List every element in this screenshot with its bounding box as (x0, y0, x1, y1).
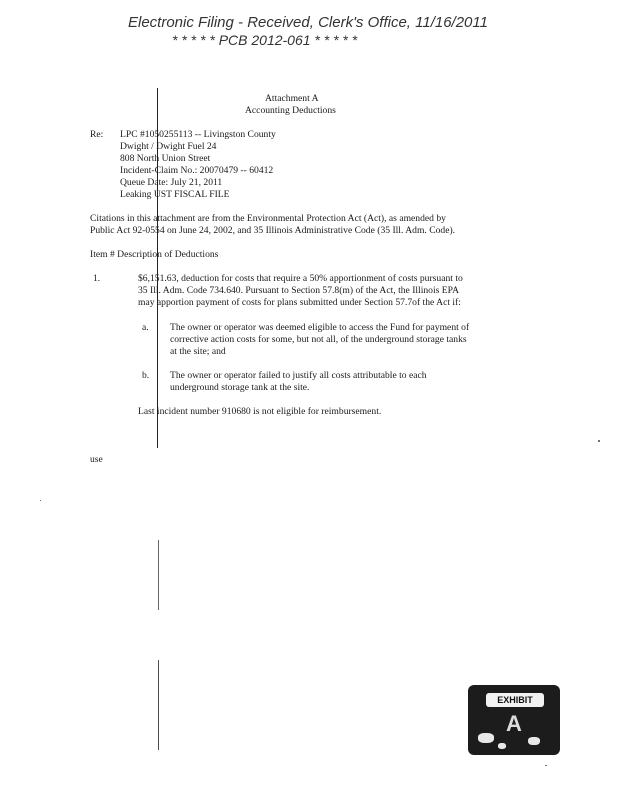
scan-speck (40, 500, 41, 501)
sub-item-a-line: The owner or operator was deemed eligible to access the Fund for payment of (170, 322, 470, 333)
exhibit-smudge (498, 743, 506, 749)
scan-artifact-line-lower (158, 540, 159, 610)
sub-item-a-label: a. (142, 322, 149, 333)
scan-artifact-line-bottom (158, 660, 159, 750)
scan-speck (545, 765, 547, 766)
sub-item-b-line: underground storage tank at the site. (170, 382, 310, 393)
columns-header: Item # Description of Deductions (90, 249, 219, 260)
attachment-title: Attachment A (265, 93, 319, 104)
sub-item-a-line: at the site; and (170, 346, 226, 357)
exhibit-smudge (528, 737, 540, 745)
item-line: may apportion payment of costs for plans submitted under Section 57.7of the Act if: (138, 297, 461, 308)
reference-line: Leaking UST FISCAL FILE (120, 189, 230, 200)
exhibit-smudge (478, 733, 494, 743)
reference-line: Queue Date: July 21, 2011 (120, 177, 223, 188)
sub-item-b-line: The owner or operator failed to justify all costs attributable to each (170, 370, 427, 381)
reference-line: 808 North Union Street (120, 153, 211, 164)
scan-speck (598, 440, 600, 442)
filing-stamp-line: Electronic Filing - Received, Clerk's Office, 11/16/2011 (128, 14, 488, 31)
exhibit-label: EXHIBIT (486, 693, 544, 707)
attachment-subtitle: Accounting Deductions (245, 105, 336, 116)
citation-line: Citations in this attachment are from the Environmental Protection Act (Act), as amended by (90, 213, 446, 224)
reference-line: Incident-Claim No.: 20070479 -- 60412 (120, 165, 274, 176)
re-label: Re: (90, 129, 104, 140)
item-line: $6,151.63, deduction for costs that require a 50% apportionment of costs pursuant to (138, 273, 463, 284)
reference-line: LPC #1050255113 -- Livingston County (120, 129, 276, 140)
ineligible-note: Last incident number 910680 is not eligible for reimbursement. (138, 406, 382, 417)
item-number: 1. (93, 273, 101, 284)
exhibit-tag (468, 685, 560, 755)
reference-line: Dwight / Dwight Fuel 24 (120, 141, 217, 152)
citation-line: Public Act 92-0554 on June 24, 2002, and 35 Illinois Administrative Code (35 Ill. Adm. Code). (90, 225, 456, 236)
exhibit-letter: A (506, 711, 522, 736)
case-number-line: * * * * * PCB 2012-061 * * * * * (172, 32, 358, 48)
item-line: 35 Ill. Adm. Code 734.640. Pursuant to Section 57.8(m) of the Act, the Illinois EPA (138, 285, 460, 296)
sub-item-a-line: corrective action costs for some, but not all, of the underground storage tanks (170, 334, 467, 345)
sub-item-b-label: b. (142, 370, 150, 381)
typist-initials: use (90, 454, 103, 465)
